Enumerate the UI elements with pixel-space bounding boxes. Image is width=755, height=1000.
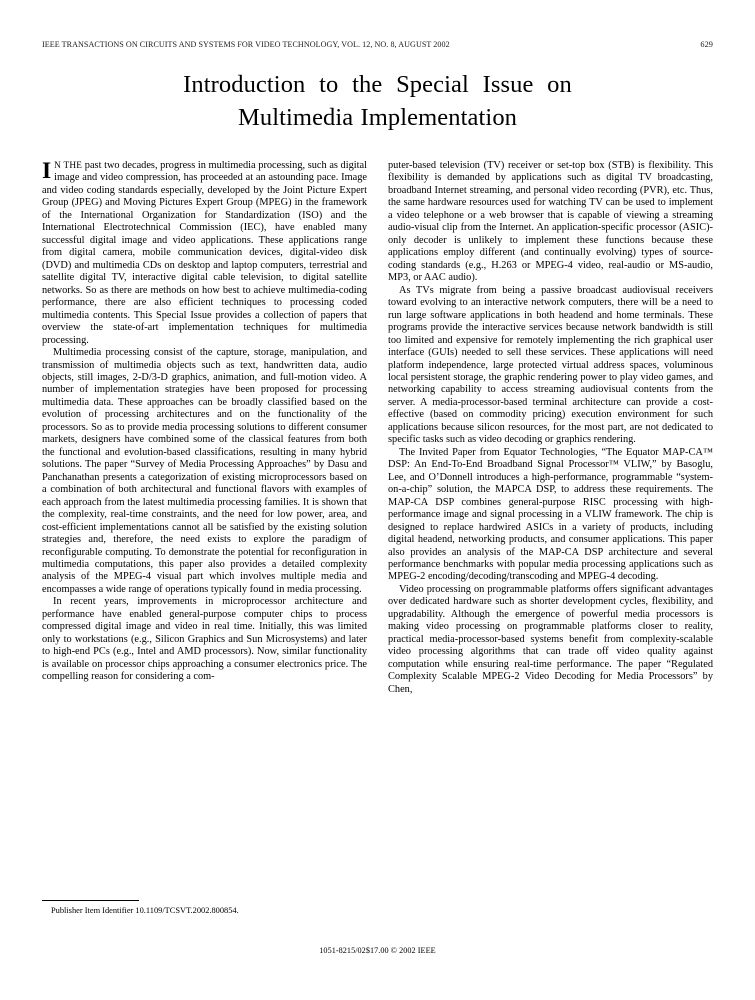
right-column xyxy=(388,160,713,696)
paragraph xyxy=(42,160,367,347)
paragraph: The Invited Paper from Equator Technologies, “The Equator MAP-CA™ DSP: An End-To-End Broadband Signal Processor™ VLIW,” by Basoglu, Lee, and O’Donnell introduces a high-performance, programmable “system-on-a-chip” solution, the MAPCA DSP, to address these requirements. The MAP-CA DSP combines general-purpose RISC processing with high-performance image and signal processing in a VLIW framework. The chip is designed to replace hardwired ASICs in a variety of products, including digital headend, networking products, and consumer applications. This paper also provides an analysis of the MAP-CA DSP architecture and several performance benchmarks with popular media processing applications such as MPEG-2 encoding/decoding/transcoding and MPEG-4 decoding. xyxy=(388,446,713,583)
small-caps-lead: N THE xyxy=(54,161,83,171)
paragraph-text: past two decades, progress in multimedia processing, such as digital image and video compression, has proceeded at an astounding pace. Image and video coding standards especially, developed by the Joint Picture Expert Group (JPEG) and Moving Pictures Expert Group (MPEG) in the framework of the International Organization for Standardization (ISO) and the International Electrotechnical Commission (IEC), have enabled many successful digital image and video applications. These applications range from digital camera, mobile communication devices, digital-video disk (DVD) and multimedia CDs on desktop and laptop computers, terrestrial and satellite digital TV, interactive digital cable television, to digital satellite networks. So as there are methods on how best to achieve multimedia-coding performance, there are also efficient techniques to processing coded multimedia contents. This Special Issue provides a collection of papers that overview the state-of-art implementation techniques for multimedia processing. xyxy=(42,160,367,346)
paragraph: In recent years, improvements in microprocessor architecture and performance have enabled general-purpose computer chips to process compressed digital image and video in real time. Initially, this was limited only to workstations (e.g., Silicon Graphics and Sun Microsystems) and later to high-end PCs (e.g., Intel and AMD processors). Now, similar functionality is available on processor chips approaching a consumer electronics price. The compelling reason for considering a com- xyxy=(42,596,367,683)
paragraph: As TVs migrate from being a passive broadcast audiovisual receivers toward evolving to an interactive network computers, there will be a need to run large software applications in both headend and home terminals. These programs provide the interactive services because network bandwidth is still too limited and expensive for remotely implementing the rich graphical user interface (GUIs) needed to sell these services. These applications will need platform independence, large protected virtual address spaces, voluminous local persistent storage, the graphic rendering power to play video games, and networking capability to access streaming audiovisual contents from the server. A media-processor-based terminal architecture can provide a cost-effective (based on commodity pricing) execution environment for such applications because silicon resources, for the most part, are not dedicated to specific tasks such as video decoding or graphics rendering. xyxy=(388,284,713,446)
page-title xyxy=(95,68,660,134)
footnote-block xyxy=(42,900,367,916)
left-column xyxy=(42,160,367,696)
paragraph: Video processing on programmable platforms offers significant advantages over dedicated hardware such as shorter development cycles, flexibility, and upgradability. Although the emergence of powerful media processors is making video processing on programmable platforms closer to reality, practical media-processor-based systems benefit from complexity-scalable video processing algorithms that can trade off video quality against computation while ensuring real-time performance. The paper “Regulated Complexity Scalable MPEG-2 Video Decoding for Media Processors” by Chen, xyxy=(388,583,713,695)
drop-cap: I xyxy=(42,158,52,184)
running-head xyxy=(42,40,713,54)
body-columns xyxy=(42,160,713,696)
copyright-line: 1051-8215/02$17.00 © 2002 IEEE xyxy=(319,946,436,955)
paragraph: puter-based television (TV) receiver or set-top box (STB) is flexibility. This flexibility is demanded by applications such as digital TV broadcasting, broadband Internet streaming, and personal video recording (PVR), etc. Thus, the same hardware resources used for watching TV can be used to implement a video telephone or a web browser that is capable of viewing a streaming audio-visual clip from the Internet. An application-specific processor (ASIC)-only decoder is unlikely to implement these functions because these applications employ different (and continually evolving) types of source-coding standards (e.g., H.263 or MPEG-4 video, real-audio or MS-audio, MP3, or AAC audio). xyxy=(388,160,713,284)
journal-citation: IEEE TRANSACTIONS ON CIRCUITS AND SYSTEMS FOR VIDEO TECHNOLOGY, VOL. 12, NO. 8, AUGUST 2002 xyxy=(42,40,450,49)
title-line-1: Introduction to the Special Issue on xyxy=(183,71,572,98)
footnote-rule xyxy=(42,900,139,901)
title-line-2: Multimedia Implementation xyxy=(237,104,518,131)
publisher-item-identifier: Publisher Item Identifier 10.1109/TCSVT.2002.800854. xyxy=(51,906,239,915)
paragraph: Multimedia processing consist of the capture, storage, manipulation, and transmission of multimedia objects such as text, handwritten data, audio objects, still images, 2-D/3-D graphics, animation, and full-motion video. A number of implementation strategies have been proposed for processing multimedia data. These approaches can be broadly classified based on the evolution of processing architectures and on the functionality of the processors. So as to provide media processing solutions to different consumer markets, designers have combined some of the classical features from both the functional and evolution-based classifications, resulting in many hybrid solutions. The paper “Survey of Media Processing Approaches” by Dasu and Panchanathan presents a categorization of existing microprocessors based on a combination of both architectural and functional flavors with examples of each approach from the latest multimedia processing families. It is shown that the complexity, real-time constraints, and the need for low power, area, and cost-efficient implementations cannot all be satisfied by the existing solution strategies and, therefore, the need exists to explore the paradigm of reconfigurable computing. To demonstrate the potential for reconfiguration in multimedia computations, this paper also provides a detailed complexity analysis of the MPEG-4 visual part which involves multiple media and encompasses a wide range of operations typically found in media processing. xyxy=(42,347,367,595)
page-number: 629 xyxy=(700,40,713,49)
